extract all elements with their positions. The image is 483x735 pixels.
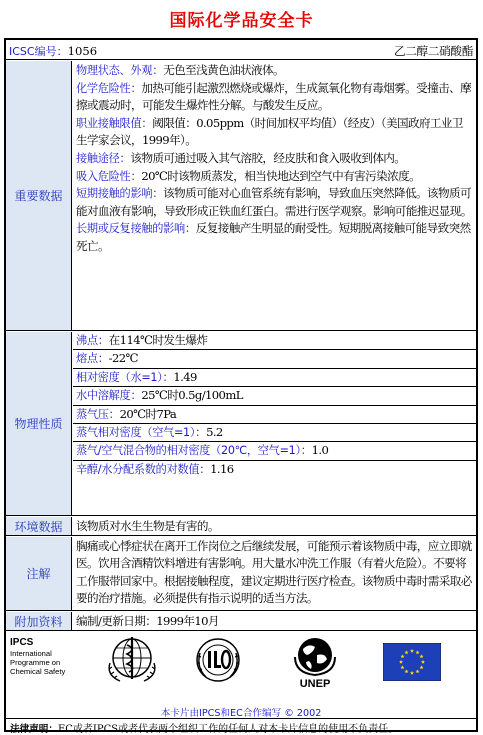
additional-label: 附加资料: [6, 612, 72, 630]
important-item-text: 20℃时该物质蒸发，相当快地达到空气中有害污染浓度。: [141, 168, 421, 183]
notes-label: 注解: [6, 537, 72, 610]
who-logo: [106, 635, 158, 685]
icsc-number: [9, 43, 97, 59]
important-item-text: 反复接触产生明显的耐受性。短期脱离接触可能导致突然死亡。: [76, 221, 471, 253]
important-item: [76, 150, 473, 168]
physical-property-value: 1.16: [210, 461, 234, 476]
physical-property-value: 5.2: [206, 425, 223, 440]
eu-flag: [383, 643, 441, 681]
important-data-label: 重要数据: [6, 61, 72, 330]
additional-section: [6, 612, 476, 630]
physical-property-value: 25℃时0.5g/100mL: [141, 388, 243, 403]
important-item-key: 吸入危险性：: [76, 169, 142, 183]
legal-text: EC或者IPCS或者代表两个组织工作的任何人对本卡片信息的使用不负责任。: [57, 724, 399, 735]
physical-property-value: -22℃: [108, 351, 138, 366]
notes-text: 胸痛或心悸症状在离开工作岗位之后继续发展，可能预示着该物质中毒，应立即就医。饮用含酒精饮料增进有害影响。用大量水冲洗工作服（有着火危险）。不要将工作服带回家中。根据接触程度，建议定期进行医疗检查。该物质中毒时需采取必要的治疗措施。必须提供有指示说明的适当方法。: [76, 539, 472, 606]
physical-property-key: 蒸气/空气混合物的相对密度（20℃，空气=1）：: [76, 444, 312, 458]
credit-line: 本卡片由IPCS和EC合作编写 © 2002: [160, 708, 322, 719]
important-data-content: [73, 61, 476, 330]
important-item-text: 该物质可通过吸入其气溶胶，经皮肤和食入吸收到体内。: [130, 150, 406, 165]
environment-text: 该物质对水生生物是有害的。: [76, 519, 219, 533]
physical-property-line: [73, 424, 476, 442]
physical-property-key: 水中溶解度：: [76, 389, 142, 403]
physical-property-value: 1.0: [311, 443, 329, 458]
unep-text: UNEP: [299, 678, 331, 689]
physical-property-line: [73, 406, 476, 424]
important-item-key: 物理状态、外观：: [76, 64, 164, 77]
important-item-text: 无色至浅黄色油状液体。: [163, 63, 285, 77]
important-item: [76, 62, 473, 80]
important-item-key: 接触途径：: [76, 151, 131, 165]
important-item-key: 短期接触的影响：: [76, 187, 164, 201]
unep-logo: [289, 635, 341, 689]
notes-section: [6, 537, 476, 611]
physical-property-line: [73, 369, 476, 387]
important-item-text: 加热可能引起激烈燃烧或爆炸，生成氮氧化物有毒烟雾。受撞击、摩擦或震动时，可能发生爆炸性分解。与酸发生反应。: [76, 80, 472, 113]
physical-property-key: 沸点：: [76, 334, 109, 347]
environment-label: 环境数据: [6, 517, 72, 535]
card-title: 国际化学品安全卡: [169, 11, 314, 31]
additional-text: 编制/更新日期：1999年10月: [76, 614, 219, 628]
logo-bar: [6, 630, 476, 719]
chemical-name: 乙二醇二硝酸酯: [393, 44, 473, 58]
important-item: [76, 185, 473, 220]
physical-property-line: [73, 387, 476, 405]
ilo-logo: [192, 635, 244, 685]
physical-property-line: [73, 332, 476, 350]
legal-label: 法律声明：: [10, 724, 58, 735]
important-item-text: 该物质可能对心血管系统有影响，导致血压突然降低。该物质可能对血液有影响，导致形成正铁血红蛋白。需进行医学观察。影响可能推迟显现。: [76, 186, 472, 218]
physical-property-key: 辛醇/水分配系数的对数值：: [76, 462, 211, 476]
legal-statement: [6, 720, 476, 734]
physical-property-value: 20℃时7Pa: [119, 406, 177, 421]
physical-properties-content: [73, 332, 476, 515]
physical-property-line: [73, 350, 476, 368]
ipcs-line2: Programme on: [10, 658, 61, 667]
important-item-key: 长期或反复接触的影响：: [76, 222, 196, 236]
important-item-key: 化学危险性：: [76, 81, 142, 95]
physical-property-key: 熔点：: [76, 352, 109, 366]
important-item-text: 阈限值：0.05ppm（时间加权平均值）（经皮）（美国政府工业卫生学家会议，1999年）。: [76, 115, 463, 148]
important-data-section: [6, 61, 476, 331]
header-row: [6, 40, 476, 60]
icsc-value: 1056: [67, 44, 98, 58]
important-item-key: 职业接触限值：: [76, 116, 153, 130]
ipcs-mark: [10, 637, 65, 676]
physical-property-value: 在114℃时发生爆炸: [108, 333, 208, 347]
important-item: [76, 168, 473, 186]
physical-properties-section: [6, 332, 476, 516]
physical-properties-label: 物理性质: [6, 332, 72, 515]
important-item: [76, 80, 473, 115]
physical-property-line: [73, 461, 476, 478]
important-item: [76, 220, 473, 255]
environment-section: [6, 517, 476, 536]
physical-property-value: 1.49: [173, 369, 197, 384]
ipcs-abbr: IPCS: [10, 637, 34, 648]
ipcs-line1: International: [10, 649, 52, 658]
physical-property-line: [73, 442, 476, 460]
ipcs-line3: Chemical Safety: [10, 667, 66, 676]
physical-property-key: 蒸气相对密度（空气=1）：: [76, 426, 207, 440]
icsc-label: ICSC编号：: [9, 45, 68, 58]
safety-card: [4, 38, 478, 735]
physical-property-key: 蒸气压：: [76, 407, 120, 421]
important-item: [76, 115, 473, 150]
physical-property-key: 相对密度（水=1）：: [76, 370, 174, 384]
